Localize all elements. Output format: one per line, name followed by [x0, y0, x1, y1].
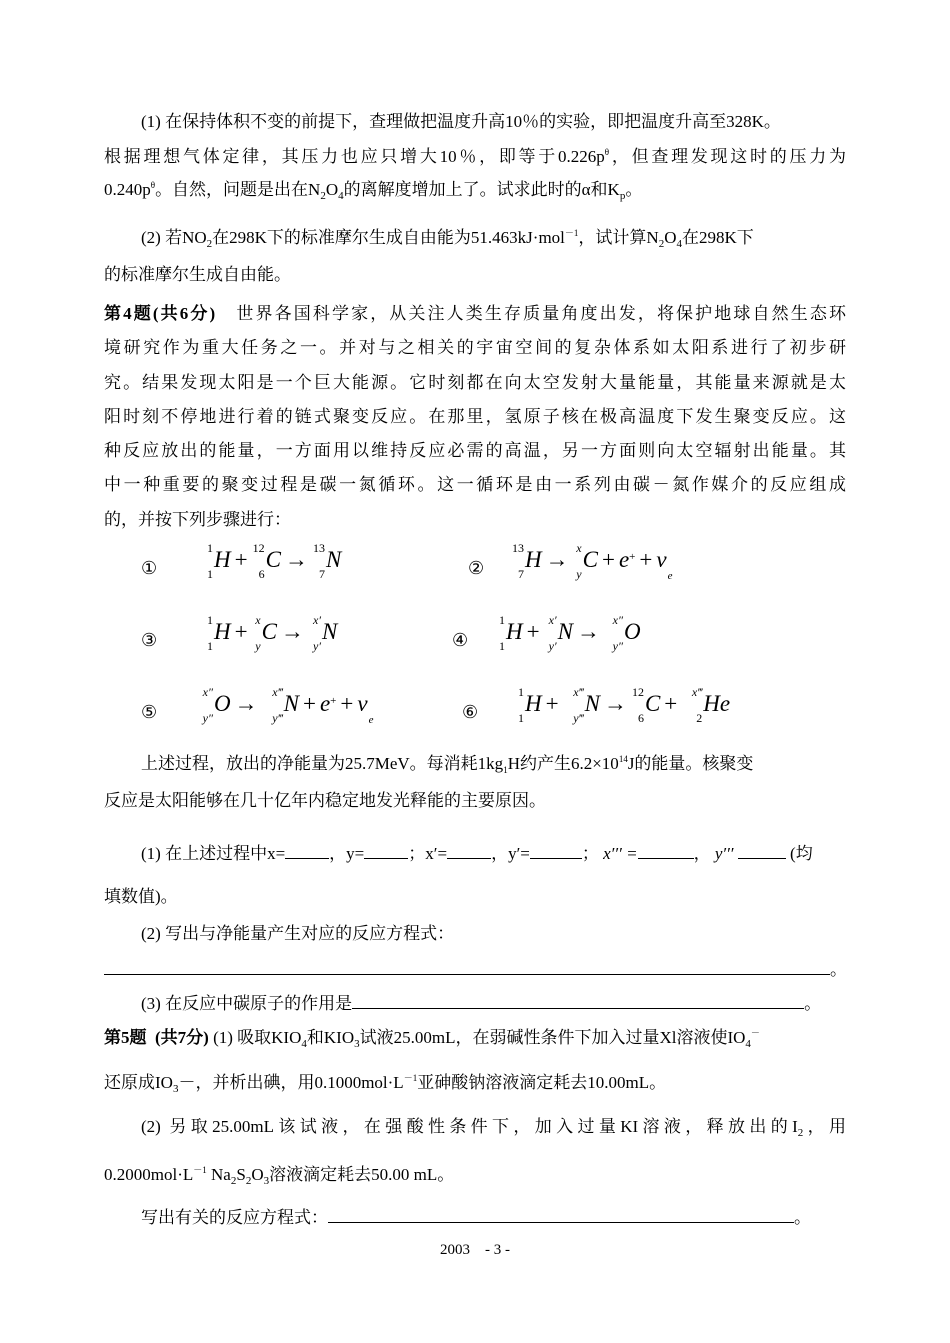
blank-y[interactable]	[364, 844, 408, 859]
q4-line4: 阳时刻不停地进行着的链式聚变反应。在那里，氢原子核在极高温度下发生聚变反应。这	[104, 407, 846, 426]
para2-line2: 的标准摩尔生成自由能。	[104, 265, 291, 284]
blank-x-prime[interactable]	[447, 844, 491, 859]
reaction-3: 1 1 H + x y C → x′ y′ N	[207, 613, 338, 653]
q5-line1: 第5题 (共7分) (1) 吸取$KIO_4$和$KIO_3$试液25.00mL，在弱碱性条件下加入过量Xl溶液使$IO_4^-$	[104, 1028, 760, 1050]
q4-line1: 第4题(共6分) 世界各国科学家，从关注人类生存质量角度出发，将保护地球自然生态环	[104, 304, 846, 323]
reaction-5-number: ⑤	[141, 702, 158, 722]
q4-after-line2: 反应是太阳能够在几十亿年内稳定地发光释能的主要原因。	[104, 791, 546, 810]
reaction-1-number: ①	[141, 558, 158, 578]
q4-line7: 的，并按下列步骤进行：	[104, 510, 291, 529]
q4-subq1-cont: 填数值)。	[104, 887, 178, 906]
para1-line2: 根据理想气体定律，其压力也应只增大10％，即等于$0.226p^\theta$，但查理发现这时的压力为	[104, 147, 847, 166]
para1-line3: $0.240p^\theta$。自然，问题是出在$N_2O_4$的离解度增加上了。试求此时的α和$K_p$。	[104, 180, 643, 202]
reaction-2: 13 7 H → x y $C + e^+ + v_e$	[512, 541, 673, 582]
blank-x-triple-prime[interactable]	[638, 844, 694, 859]
q4-subq3: (3) 在反应中碳原子的作用是 。	[141, 994, 822, 1013]
q4-after-line1: 上述过程，放出的净能量为25.7MeV。每消耗$1kg_1H$约产生$6.2\times 10^{14}J$的能量。核聚变	[141, 754, 754, 775]
blank-y-triple-prime[interactable]	[738, 844, 786, 859]
q5-line2: 还原成$IO_3-$，并析出碘，用$0.1000mol\cdot L^{-1}$亚砷酸钠溶液滴定耗去10.00mL。	[104, 1073, 667, 1095]
para1-line1: (1) 在保持体积不变的前提下，查理做把温度升高10％的实验，即把温度升高至328K。	[141, 112, 781, 131]
q4-line3: 究。结果发现太阳是一个巨大能源。它时刻都在向太空发射大量能量，其能量来源就是太	[104, 373, 846, 392]
reaction-2-number: ②	[468, 558, 485, 578]
blank-net-equation[interactable]	[104, 960, 830, 975]
reaction-3-number: ③	[141, 630, 158, 650]
page-footer: 2003 - 3 -	[440, 1242, 510, 1258]
para2-line1: (2) 若$NO_2$在298K下的标准摩尔生成自由能为51.463kJ·mol$^{-1}$，试计算$N_2O_4$在298K下	[141, 228, 754, 250]
blank-x[interactable]	[285, 844, 329, 859]
reaction-6: 1 1 H + x‴ y‴ N → 12 6 C + x‴ 2 He	[518, 685, 731, 725]
q5-heading: 第5题	[104, 1028, 147, 1047]
reaction-1: 1 1 H + 12 6 C → 13 7 N	[207, 541, 342, 581]
blank-reaction-equations[interactable]	[328, 1208, 794, 1223]
reaction-4-number: ④	[452, 630, 469, 650]
q5-line4: $0.2000mol\cdot L^{-1}$ $Na_2S_2O_3$溶液滴定耗去50.00 mL。	[104, 1165, 455, 1187]
q4-subq2-answer: 。	[104, 958, 846, 982]
q4-line6: 中一种重要的聚变过程是碳一氮循环。这一循环是由一系列由碳－氮作媒介的反应组成	[104, 475, 846, 494]
q4-subq2: (2) 写出与净能量产生对应的反应方程式：	[141, 924, 455, 943]
q5-line5: 写出有关的反应方程式： 。	[141, 1208, 811, 1227]
q4-line5: 种反应放出的能量，一方面用以维持反应必需的高温，另一方面则向太空辐射出能量。其	[104, 441, 846, 460]
reaction-4: 1 1 H + x′ y′ N → x″ y″ O	[499, 613, 641, 653]
reaction-5: x″ y″ O → x‴ y‴ $N + e^+ + v_e$	[202, 685, 374, 726]
q5-line3: (2) 另取25.00mL该试液，在强酸性条件下，加入过量KI溶液，释放出的$I_2$，用	[141, 1117, 846, 1139]
q4-heading: 第4题(共6分)	[104, 304, 216, 323]
blank-carbon-role[interactable]	[352, 994, 804, 1009]
q4-subq1: (1) 在上述过程中x= ，y= ；x′= ，y′= ； x′′′ = ， y′′′ (均	[141, 844, 813, 863]
q4-line2: 境研究作为重大任务之一。并对与之相关的宇宙空间的复杂体系如太阳系进行了初步研	[104, 338, 846, 357]
reaction-6-number: ⑥	[462, 702, 479, 722]
blank-y-prime[interactable]	[530, 844, 582, 859]
